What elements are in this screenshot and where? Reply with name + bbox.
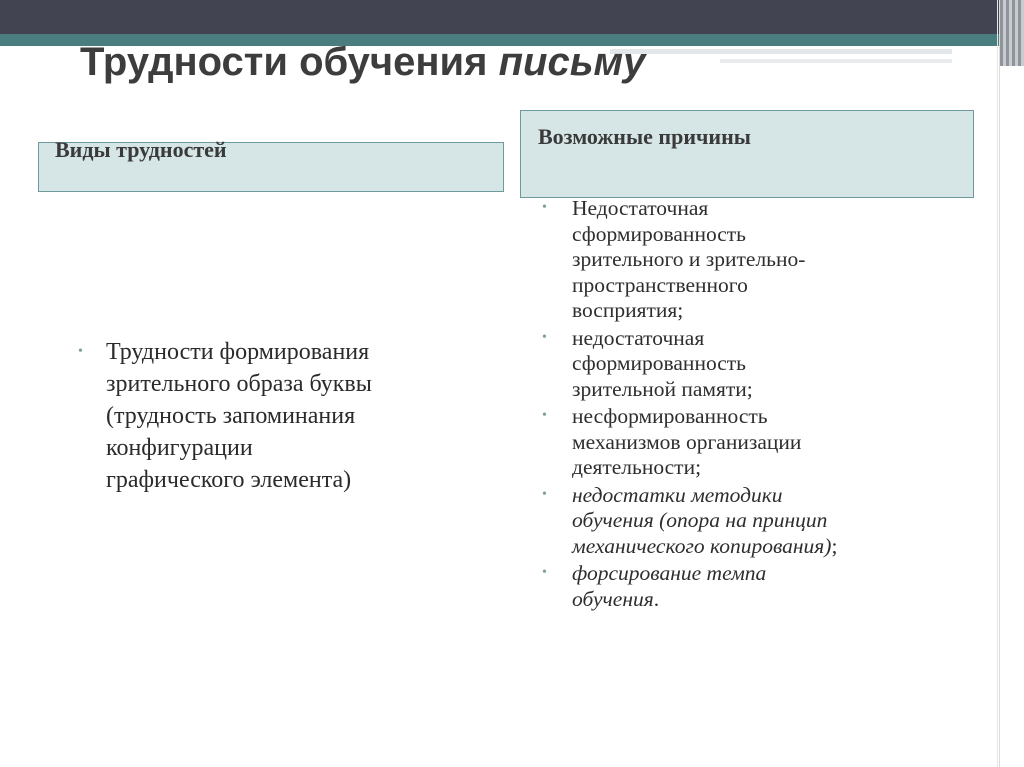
right-header-label: Возможные причины	[538, 124, 751, 149]
list-item-line: конфигурации	[106, 435, 253, 461]
decorative-line	[720, 59, 952, 63]
list-item-suffix: .	[653, 586, 660, 611]
bullet-icon: •	[542, 486, 547, 502]
list-item-suffix: ;	[831, 533, 838, 558]
list-item-line: недостатки методики	[572, 482, 783, 507]
list-item-line: пространственного	[572, 272, 748, 297]
bullet-icon: •	[542, 200, 547, 215]
list-item-line: зрительного образа буквы	[106, 371, 372, 397]
list-item-line: зрительного и зрительно-	[572, 247, 806, 271]
list-item-line: сформированность	[572, 351, 746, 375]
list-item-line: обучения	[572, 586, 654, 611]
list-item-line: графического элемента)	[106, 467, 352, 493]
page-title	[80, 40, 645, 85]
frame-line	[997, 0, 998, 767]
frame-line	[999, 0, 1000, 767]
list-item-line: Трудности формирования	[106, 339, 370, 365]
bullet-icon: •	[542, 329, 547, 345]
list-item	[78, 336, 498, 496]
list-item-line: зрительной памяти;	[572, 376, 753, 401]
list-item-line: сформированность	[572, 221, 746, 246]
list-item-line: недостаточная	[572, 325, 705, 350]
list-item-line: восприятия;	[572, 298, 684, 322]
title-plain: Трудности обучения	[80, 40, 488, 84]
causes-list	[542, 196, 982, 614]
list-item-line: Недостаточная	[572, 196, 709, 220]
list-item-line: механизмов организации	[572, 429, 802, 454]
bullet-icon: •	[542, 408, 547, 423]
difficulties-list	[78, 336, 498, 496]
list-item	[542, 326, 982, 403]
list-item-line: деятельности;	[572, 455, 702, 479]
list-item	[542, 483, 982, 560]
list-item	[542, 404, 982, 481]
title-italic: письму	[498, 40, 646, 84]
list-item-line: обучения (опора на принцип	[572, 508, 828, 532]
list-item-line: форсирование темпа	[572, 561, 767, 585]
bullet-icon: •	[542, 565, 547, 580]
list-item-line: механического копирования)	[572, 533, 832, 558]
list-item-line: (трудность запоминания	[106, 403, 356, 429]
bullet-icon: •	[78, 344, 83, 359]
decorative-line	[610, 49, 952, 54]
left-header-label: Виды трудностей	[55, 137, 227, 162]
corner-decoration	[1000, 0, 1024, 66]
list-item-line: несформированность	[572, 404, 768, 428]
list-item	[542, 196, 982, 324]
list-item	[542, 561, 982, 612]
top-dark-bar	[0, 0, 1024, 34]
